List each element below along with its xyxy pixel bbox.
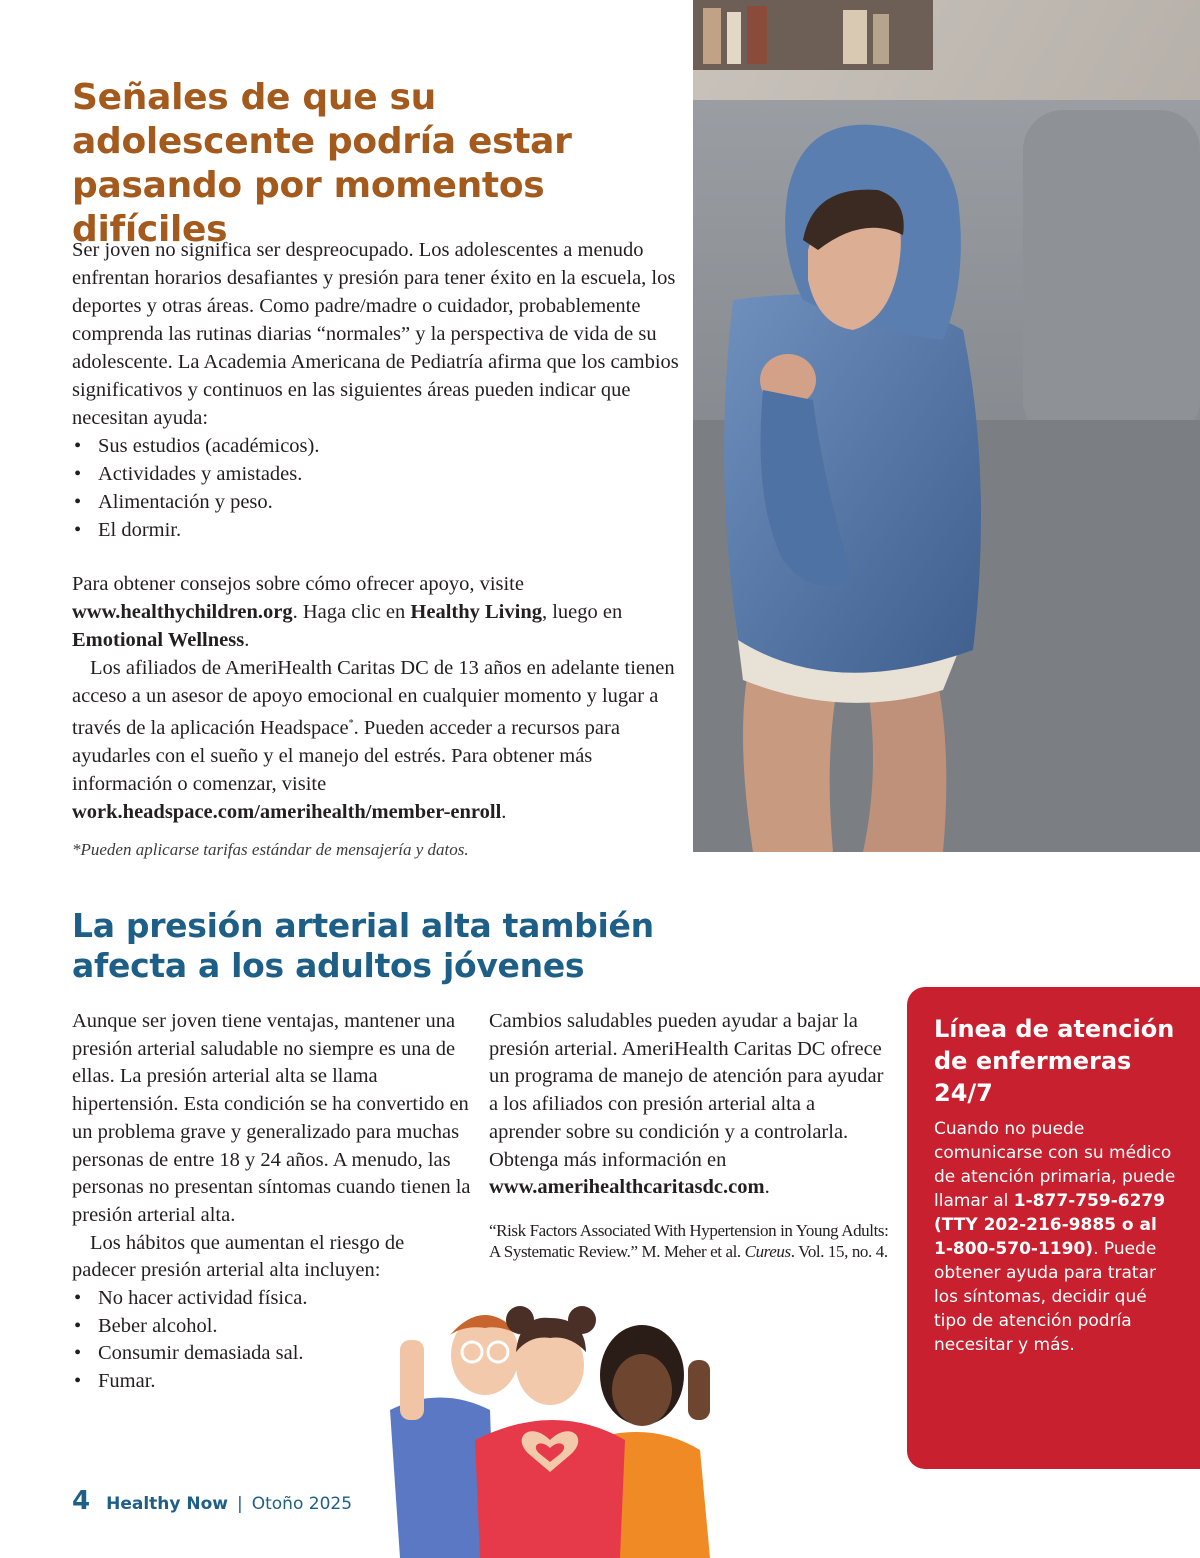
- article1-title: [72, 76, 682, 252]
- article2-col2-paragraph: [489, 1008, 889, 1202]
- nurse-line-title: Línea de atención de enfermeras 24/7: [934, 1015, 1175, 1107]
- article1-tips: [72, 570, 692, 654]
- nurse-line-body: [934, 1117, 1178, 1357]
- text-segment: . Vol. 15, no. 4.: [790, 1242, 888, 1261]
- article2-col1-paragraph-2: Los hábitos que aumentan el riesgo de padecer presión arterial alta incluyen:: [72, 1231, 405, 1282]
- text-segment: . Puede obtener ayuda para tratar los síntomas, decidir qué tipo de atención podría necesitar y más.: [934, 1239, 1157, 1355]
- text-segment: .: [764, 1176, 770, 1199]
- article2-title: La presión arterial alta también afecta a los adultos jóvenes: [72, 906, 654, 985]
- teen-hoodie-photo: [693, 0, 1200, 852]
- text-segment: .: [501, 800, 507, 823]
- article2-col1-paragraph-1: Aunque ser joven tiene ventajas, mantener una presión arterial saludable no siempre es una de ellas. La presión arterial alta se llama hipertensión. Esta condición se ha convertido en un problema grave y generalizado para muchas personas de entre 18 y 24 años. A menudo, las personas no presentan síntomas cuando tienen la presión arterial alta.: [72, 1010, 471, 1226]
- list-item: • Sus estudios (académicos).: [72, 432, 692, 460]
- headspace-enroll-link[interactable]: work.headspace.com/amerihealth/member-enroll: [72, 800, 502, 823]
- healthychildren-link[interactable]: www.healthychildren.org: [72, 601, 293, 623]
- text-segment: Los afiliados de AmeriHealth Caritas DC de 13 años en adelante tienen acceso a un asesor de apoyo emocional en cualquier momento y lugar a través de la aplicación Headspace: [72, 657, 675, 739]
- three-teens-illustration: [380, 1290, 750, 1558]
- article1-title-regular: estar pasando por momentos difíciles: [72, 121, 572, 250]
- text-segment: . Haga clic en: [292, 601, 411, 623]
- article1-footnote: *Pueden aplicarse tarifas estándar de mensajería y datos.: [72, 840, 469, 859]
- article1-title-bold: Señales de que su adolescente podría: [72, 77, 456, 162]
- text-segment: Cuando no puede comunicarse con su médico de atención primaria, puede llamar al: [934, 1119, 1176, 1211]
- article2-citation: [489, 1220, 889, 1262]
- text-segment: , luego en: [541, 601, 623, 623]
- list-item: • El dormir.: [72, 516, 692, 544]
- issue-season: Otoño 2025: [251, 1494, 353, 1514]
- amerihealth-link[interactable]: www.amerihealthcaritasdc.com: [489, 1176, 765, 1199]
- list-item: • Actividades y amistades.: [72, 460, 692, 488]
- article1-intro-block: [72, 236, 692, 544]
- text-segment: .: [244, 629, 250, 651]
- list-item: • Fumar.: [72, 1368, 472, 1396]
- nurse-line-phone[interactable]: 1-877-759-6279 (TTY 202-216-9885 o al 1-800-570-1190): [934, 1191, 1166, 1259]
- article1-members: [72, 654, 692, 826]
- footnote-marker: *: [348, 718, 354, 729]
- page-footer: [72, 1486, 352, 1516]
- text-segment: Cambios saludables pueden ayudar a bajar la presión arterial. AmeriHealth Caritas DC ofrece un programa de manejo de atención para ayudar a los afiliados con presión arterial alta a aprender sobre su condición y a controlarla. Obtenga más información en: [489, 1010, 884, 1171]
- article1-intro: Ser joven no significa ser despreocupado. Los adolescentes a menudo enfrentan horarios desafiantes y presión para tener éxito en la escuela, los deportes y otras áreas. Como padre/madre o cuidador, probablemente comprenda las rutinas diarias “normales” y la perspectiva de vida de su adolescente. La Academia Americana de Pediatría afirma que los cambios significativos y continuos en las siguientes áreas pueden indicar que necesitan ayuda:: [72, 239, 679, 429]
- article1-bullet-list: [72, 432, 692, 544]
- text-segment: Para obtener consejos sobre cómo ofrecer apoyo, visite: [72, 573, 524, 595]
- article2-column-2: [489, 1008, 889, 1202]
- list-item: • Alimentación y peso.: [72, 488, 692, 516]
- list-item: • Beber alcohol.: [72, 1313, 472, 1341]
- page-number: 4: [72, 1486, 91, 1516]
- text-segment: “Risk Factors Associated With Hypertension in Young Adults: A Systematic Review.” M. Meher et al.: [489, 1221, 889, 1261]
- footer-separator: |: [237, 1494, 243, 1514]
- list-item: • Consumir demasiada sal.: [72, 1340, 472, 1368]
- list-item: • No hacer actividad física.: [72, 1285, 472, 1313]
- publication-name: Healthy Now: [106, 1494, 228, 1514]
- text-segment: . Pueden acceder a recursos para ayudarles con el sueño y el manejo del estrés. Para obtener más información o comenzar, visite: [72, 716, 620, 795]
- article1-support-block: [72, 570, 692, 826]
- journal-name: Cureus: [744, 1242, 791, 1261]
- healthy-living-label: Healthy Living: [410, 601, 542, 623]
- emotional-wellness-label: Emotional Wellness: [72, 629, 245, 651]
- nurse-line-box: [907, 987, 1200, 1469]
